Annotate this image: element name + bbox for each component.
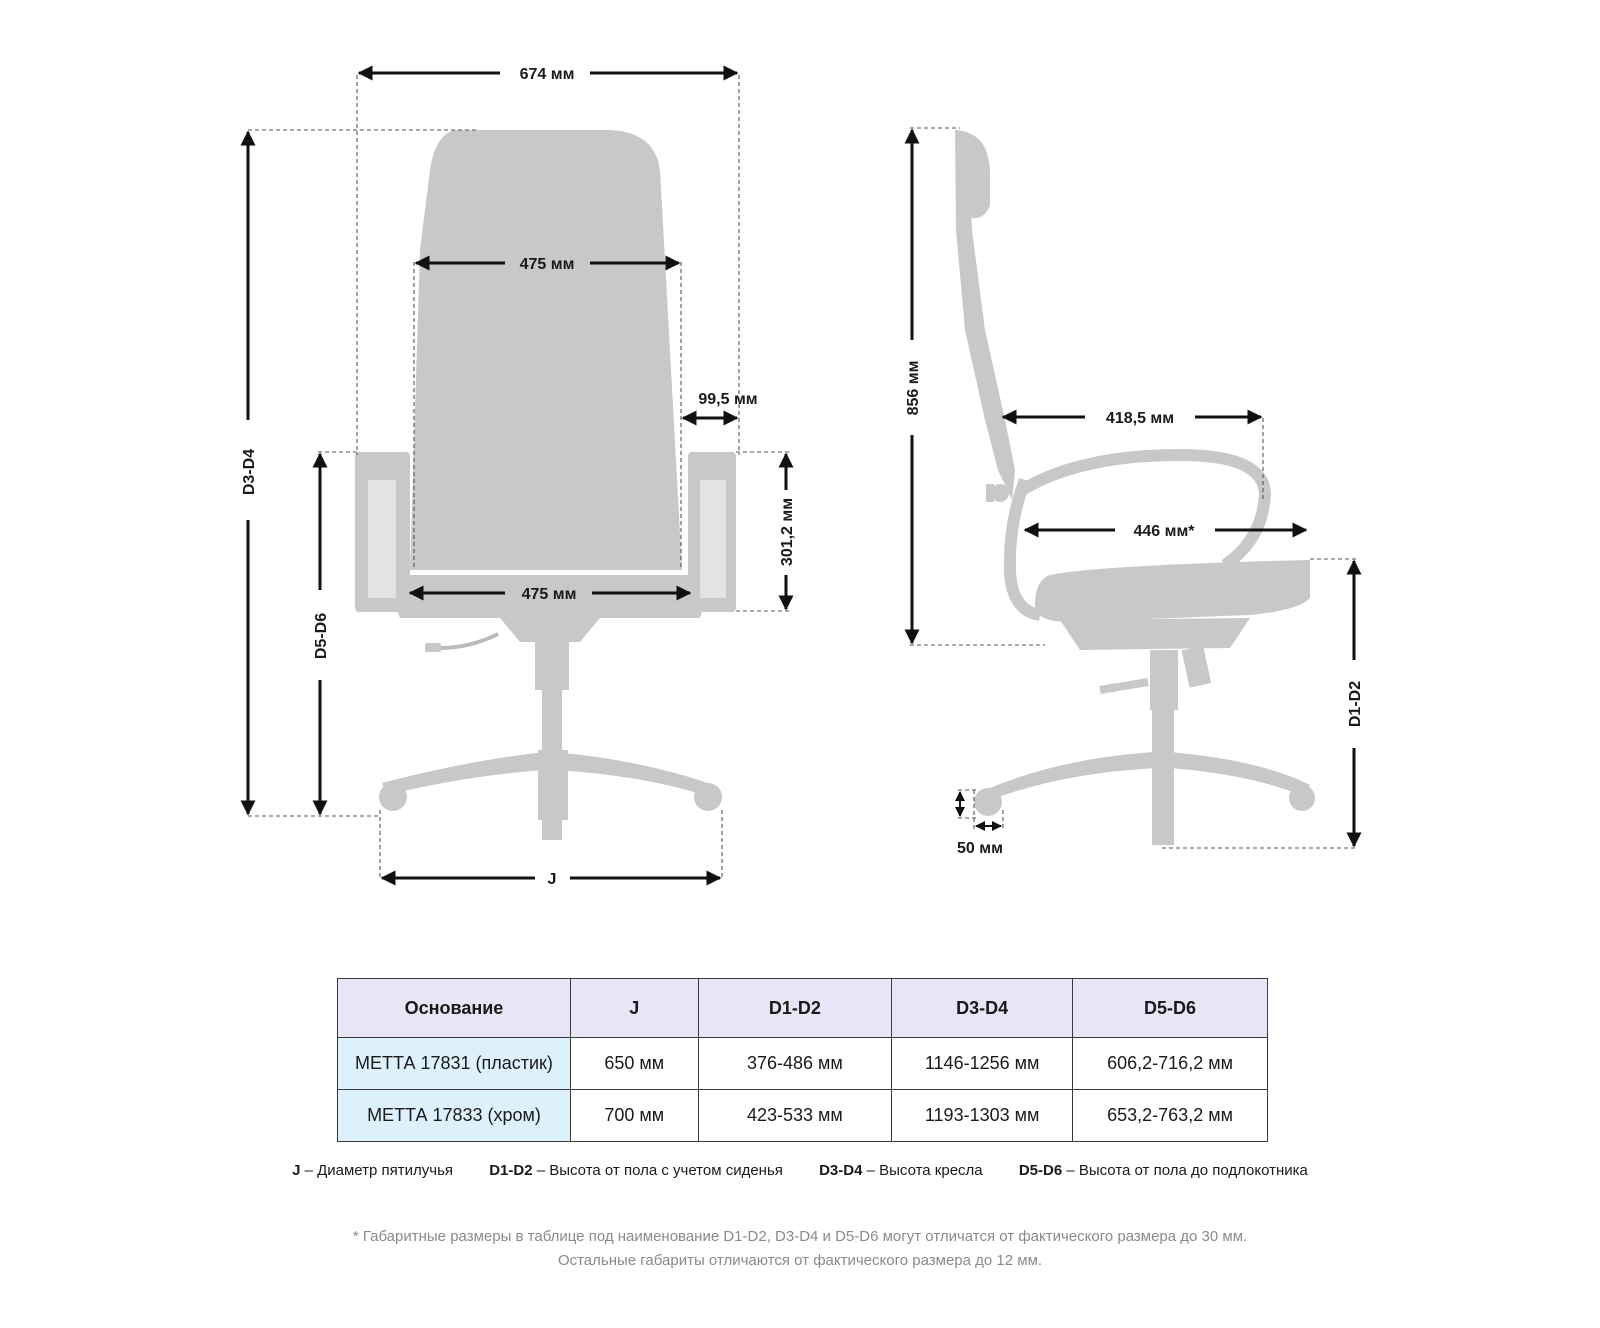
table-row [338, 1038, 1268, 1090]
legend [0, 1162, 1600, 1179]
footnote-line-2: Остальные габариты отличаются от фактического размера до 12 мм. [557, 1252, 1043, 1269]
table-header-row [338, 979, 1268, 1038]
armrest-floor-label: D5-D6 [313, 612, 330, 660]
row-j: 650 мм [570, 1038, 698, 1090]
seat-floor-label: D1-D2 [1347, 680, 1364, 728]
caster-size-label: 50 мм [957, 840, 1003, 857]
header-j: J [570, 979, 698, 1038]
base-diameter-label: J [547, 871, 557, 888]
seat-depth-upper-label: 418,5 мм [1105, 410, 1175, 427]
armrest-width-label: 99,5 мм [698, 391, 758, 408]
legend-key: D1-D2 [489, 1162, 533, 1179]
row-base: МЕТТА 17831 (пластик) [338, 1038, 571, 1090]
front-view-chair [355, 130, 736, 840]
row-d1-d2: 423-533 мм [698, 1090, 892, 1142]
legend-text: – Высота от пола с учетом сиденья [532, 1162, 783, 1179]
specs-table [337, 978, 1268, 1142]
footnote-line-1: * Габаритные размеры в таблице под наименование D1-D2, D3-D4 и D5-D6 могут отличатся от фактического размера до 30 мм. [352, 1228, 1248, 1245]
back-height-label: 856 мм [905, 360, 922, 416]
side-view-chair [955, 130, 1315, 845]
row-base: МЕТТА 17833 (хром) [338, 1090, 571, 1142]
legend-item-j [292, 1162, 453, 1179]
row-d1-d2: 376-486 мм [698, 1038, 892, 1090]
legend-text: – Высота кресла [862, 1162, 983, 1179]
row-j: 700 мм [570, 1090, 698, 1142]
header-d1-d2: D1-D2 [698, 979, 892, 1038]
row-d5-d6: 653,2-763,2 мм [1073, 1090, 1268, 1142]
back-width-top-label: 475 мм [519, 256, 575, 273]
seat-depth-label: 446 мм* [1133, 523, 1195, 540]
legend-key: D5-D6 [1018, 1162, 1063, 1179]
back-width-bottom-label: 475 мм [521, 586, 577, 603]
overall-width-label: 674 мм [519, 66, 575, 83]
row-d5-d6: 606,2-716,2 мм [1073, 1038, 1268, 1090]
armrest-height-label: 301,2 мм [779, 497, 796, 567]
legend-item-d5-d6 [1019, 1162, 1308, 1179]
table-row [338, 1090, 1268, 1142]
header-base: Основание [338, 979, 571, 1038]
legend-item-d3-d4 [819, 1162, 983, 1179]
header-d3-d4: D3-D4 [892, 979, 1073, 1038]
legend-item-d1-d2 [489, 1162, 783, 1179]
legend-key: J [292, 1162, 301, 1179]
row-d3-d4: 1193-1303 мм [892, 1090, 1073, 1142]
legend-text: – Диаметр пятилучья [300, 1162, 454, 1179]
legend-text: – Высота от пола до подлокотника [1062, 1162, 1308, 1179]
header-d5-d6: D5-D6 [1073, 979, 1268, 1038]
legend-key: D3-D4 [819, 1162, 863, 1179]
row-d3-d4: 1146-1256 мм [892, 1038, 1073, 1090]
total-height-label: D3-D4 [241, 448, 258, 496]
